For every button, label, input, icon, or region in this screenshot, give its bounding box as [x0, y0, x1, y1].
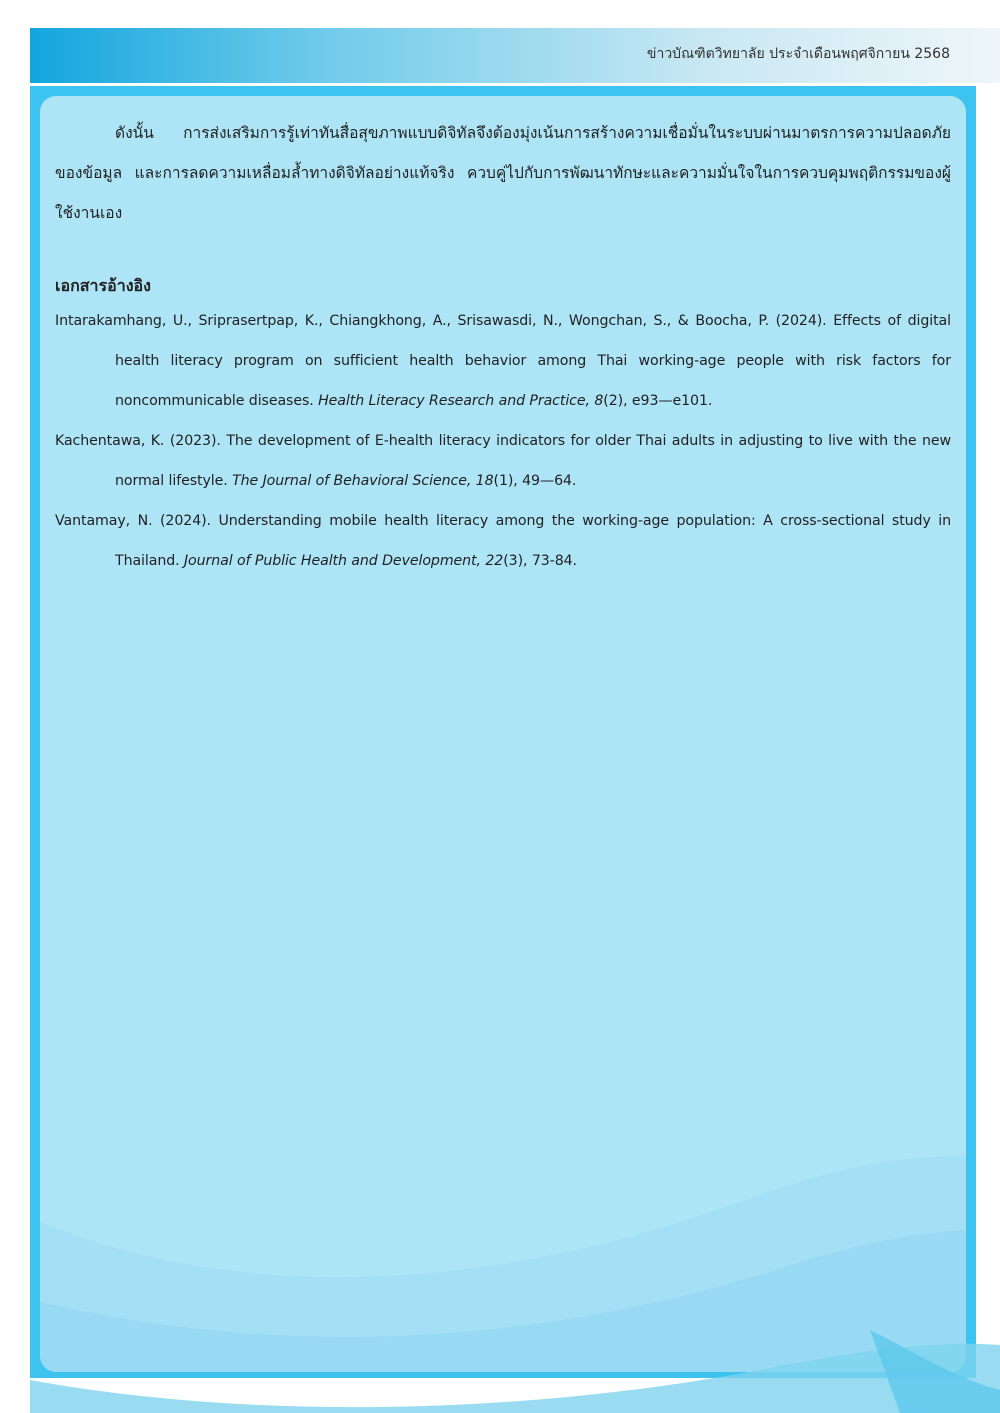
reference-journal: Health Literacy Research and Practice,	[318, 393, 595, 409]
header-title: ข่าวบัณฑิตวิทยาลัย ประจำเดือนพฤศจิกายน 2568	[646, 46, 950, 62]
body-paragraph: ดังนั้น การส่งเสริมการรู้เท่าทันสื่อสุขภาพแบบดิจิทัลจึงต้องมุ่งเน้นการสร้างความเชื่อมั่นในระบบผ่านมาตรการความปลอดภัยของข้อมูล และการลดความเหลื่อมล้ำทางดิจิทัลอย่างแท้จริง ควบคู่ไปกับการพัฒนาทักษะและความมั่นใจในการควบคุมพฤติกรรมของผู้ใช้งานเอง	[55, 124, 951, 222]
reference-item	[55, 421, 951, 501]
reference-pages: (1), 49—64.	[493, 473, 577, 489]
reference-journal: The Journal of Behavioral Science,	[232, 473, 476, 489]
reference-journal: Journal of Public Health and Development,	[183, 553, 486, 569]
references-heading: เอกสารอ้างอิง	[55, 276, 151, 295]
bottom-wave-decoration	[0, 1330, 1000, 1413]
reference-authors: Kachentawa, K. (2023).	[55, 433, 221, 449]
reference-title: Effects of digital health literacy program on sufficient health behavior among Thai working-age people with risk factors for noncommunicable diseases.	[115, 313, 951, 409]
reference-volume: 22	[485, 553, 504, 569]
reference-pages: (3), 73-84.	[503, 553, 577, 569]
reference-volume: 18	[475, 473, 494, 489]
reference-item	[55, 301, 951, 421]
reference-authors: Vantamay, N. (2024).	[55, 513, 211, 529]
reference-title: The development of E-health literacy indicators for older Thai adults in adjusting to live with the new normal lifestyle.	[115, 433, 951, 489]
reference-volume: 8	[594, 393, 604, 409]
reference-item	[55, 501, 951, 581]
reference-title: Understanding mobile health literacy among the working-age population: A cross-sectional study in Thailand.	[115, 513, 951, 569]
document-content	[55, 113, 951, 581]
reference-authors: Intarakamhang, U., Sriprasertpap, K., Chiangkhong, A., Srisawasdi, N., Wongchan, S., & Boocha, P. (2024).	[55, 313, 827, 329]
header-band	[30, 28, 1000, 83]
reference-pages: (2), e93—e101.	[603, 393, 713, 409]
